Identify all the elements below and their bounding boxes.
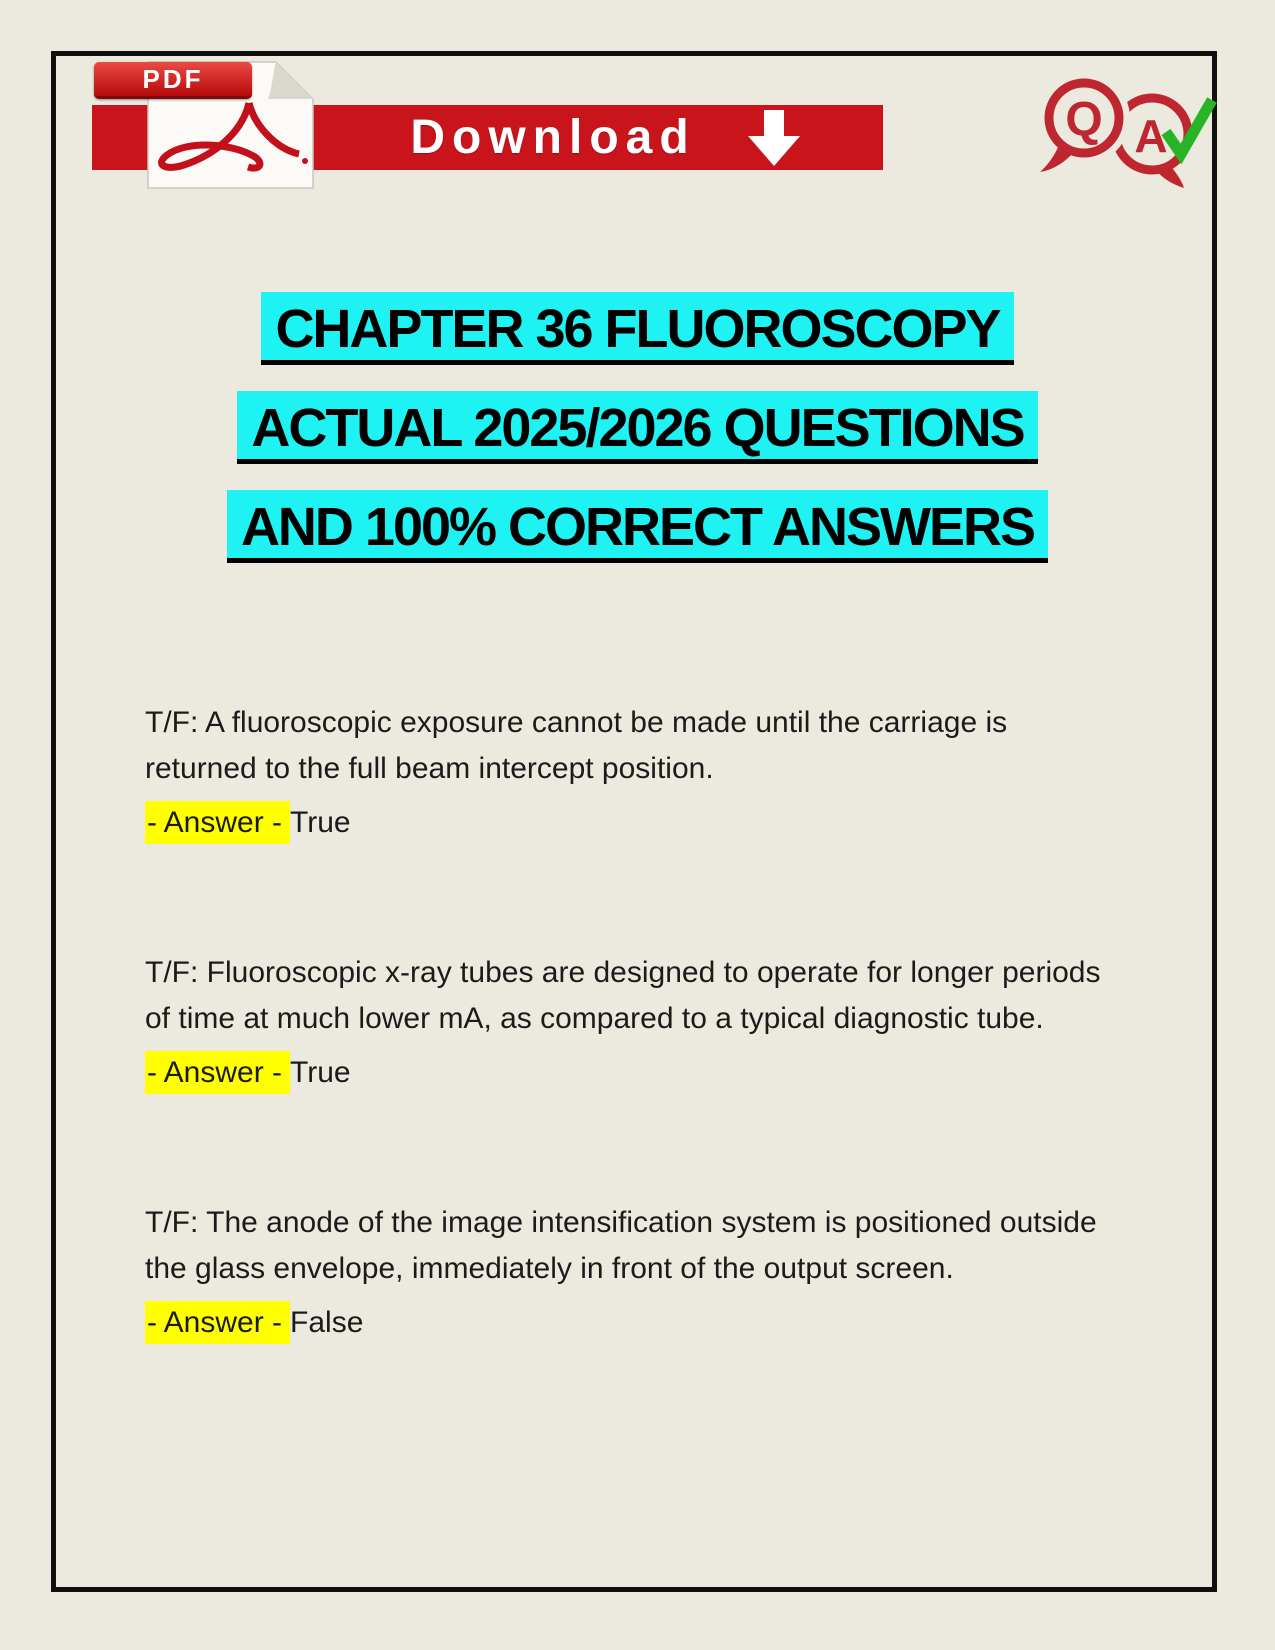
- pdf-badge: [94, 62, 252, 99]
- answer-value: True: [290, 1056, 351, 1089]
- answer-value: True: [290, 806, 351, 839]
- question-text: T/F: Fluoroscopic x-ray tubes are designed to operate for longer periods of time at much lower mA, as compared to a typical diagnostic tube.: [145, 956, 1101, 1035]
- title-line-3: AND 100% CORRECT ANSWERS: [227, 490, 1048, 563]
- answer-prefix: - Answer -: [145, 1301, 290, 1344]
- answer-prefix: - Answer -: [145, 1051, 290, 1094]
- answer-line: [145, 800, 1120, 846]
- qa-item: [145, 950, 1120, 1096]
- question-text: T/F: The anode of the image intensification system is positioned outside the glass envelope, immediately in front of the output screen.: [145, 1206, 1097, 1285]
- title-line: [0, 490, 1275, 563]
- title-line: [0, 391, 1275, 464]
- page-title: [0, 292, 1275, 589]
- answer-value: False: [290, 1306, 364, 1339]
- answer-prefix: - Answer -: [145, 801, 290, 844]
- question-text: T/F: A fluoroscopic exposure cannot be made until the carriage is returned to the full beam intercept position.: [145, 706, 1008, 785]
- answer-line: [145, 1300, 1120, 1346]
- download-label: Download: [410, 111, 696, 164]
- qa-item: [145, 700, 1120, 846]
- download-arrow-icon: [748, 110, 800, 166]
- title-line-2: ACTUAL 2025/2026 QUESTIONS: [237, 391, 1037, 464]
- answer-line: [145, 1050, 1120, 1096]
- title-line-1: CHAPTER 36 FLUOROSCOPY: [261, 292, 1013, 365]
- title-line: [0, 292, 1275, 365]
- qa-logo-a-letter: A: [1134, 110, 1168, 162]
- pdf-file-icon[interactable]: [92, 55, 322, 190]
- qa-logo: [1035, 72, 1220, 190]
- pdf-badge-label: PDF: [142, 63, 204, 94]
- registered-mark-dot: [302, 158, 308, 164]
- qa-section: [145, 700, 1120, 1346]
- qa-item: [145, 1200, 1120, 1346]
- qa-logo-q-letter: Q: [1065, 93, 1103, 147]
